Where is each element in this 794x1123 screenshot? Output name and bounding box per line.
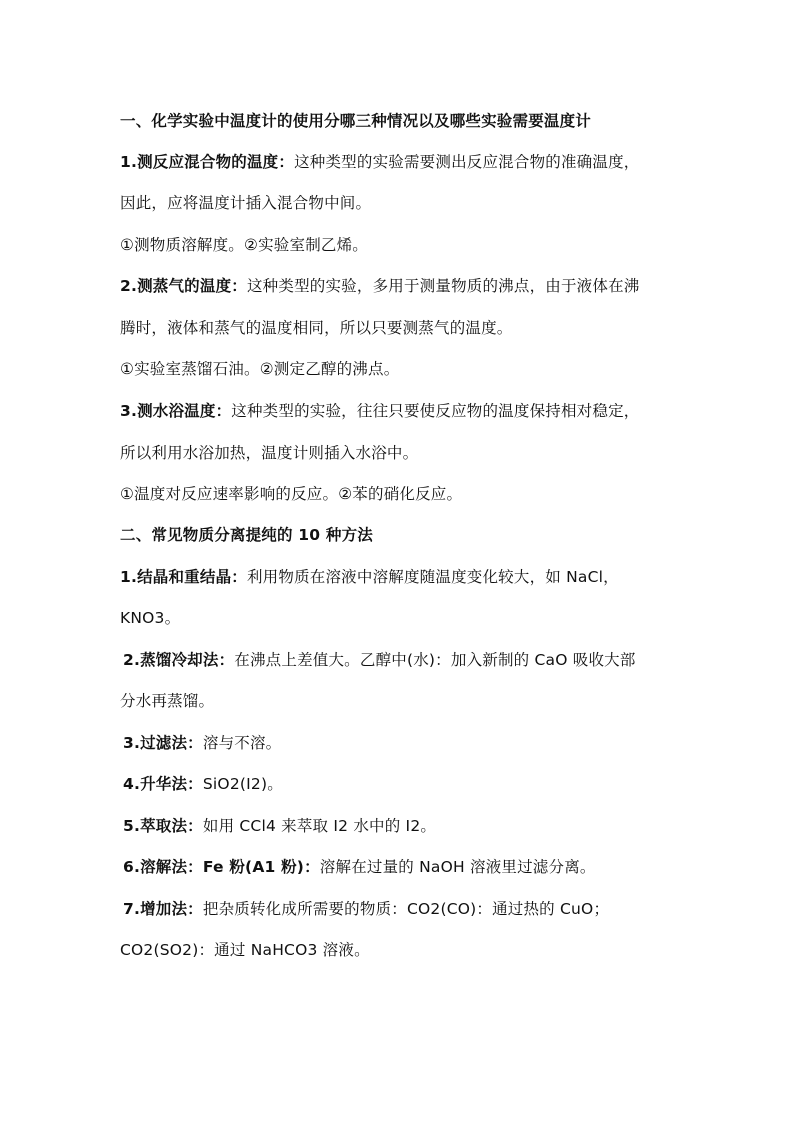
item-label: 4.升华法： — [123, 775, 203, 793]
item-1-line-1 — [120, 152, 639, 172]
item-text: 这种类型的实验需要测出反应混合物的准确温度， — [294, 153, 640, 171]
item-1-examples: ①测物质溶解度。②实验室制乙烯。 — [120, 236, 368, 254]
item-text: 利用物质在溶液中溶解度随温度变化较大，如 NaCl， — [246, 568, 619, 586]
item-label: 3.过滤法： — [123, 734, 203, 752]
item-2-line-2: 腾时，液体和蒸气的温度相同，所以只要测蒸气的温度。 — [120, 319, 513, 337]
item-3-line-1 — [120, 401, 639, 421]
item-text: 如用 CCl4 来萃取 I2 水中的 I2。 — [202, 817, 437, 835]
method-7-line-1 — [123, 899, 609, 919]
method-7-line-2: CO2(SO2)：通过 NaHCO3 溶液。 — [120, 941, 370, 959]
item-3-line-2: 所以利用水浴加热，温度计则插入水浴中。 — [120, 444, 419, 462]
method-1-line-2: KNO3。 — [120, 609, 181, 627]
item-2-line-1 — [120, 276, 640, 296]
section-heading-1: 一、化学实验中温度计的使用分哪三种情况以及哪些实验需要温度计 — [120, 112, 592, 130]
item-text: 在沸点上差值大。乙醇中(水)：加入新制的 CaO 吸收大部 — [234, 651, 636, 669]
item-label: 3.测水浴温度： — [120, 402, 232, 420]
item-3-examples: ①温度对反应速率影响的反应。②苯的硝化反应。 — [120, 485, 463, 503]
item-label: 1.测反应混合物的温度： — [120, 153, 295, 171]
item-text: 溶解在过量的 NaOH 溶液里过滤分离。 — [319, 858, 596, 876]
method-2-line-2: 分水再蒸馏。 — [120, 692, 215, 710]
section-heading-2: 二、常见物质分离提纯的 10 种方法 — [120, 526, 373, 544]
item-label: 5.萃取法： — [123, 817, 203, 835]
item-text: SiO2(I2)。 — [202, 775, 283, 793]
method-2-line-1 — [123, 650, 636, 670]
method-6-line — [123, 857, 596, 877]
method-3-line — [123, 733, 281, 753]
item-text: 溶与不溶。 — [202, 734, 282, 752]
item-label: 2.测蒸气的温度： — [120, 277, 247, 295]
item-text: 这种类型的实验，往往只要使反应物的温度保持相对稳定， — [231, 402, 640, 420]
item-text: 把杂质转化成所需要的物质：CO2(CO)：通过热的 CuO； — [202, 900, 610, 918]
method-4-line — [123, 774, 283, 794]
method-5-line — [123, 816, 436, 836]
item-text: 这种类型的实验，多用于测量物质的沸点，由于液体在沸 — [246, 277, 640, 295]
item-label: 7.增加法： — [123, 900, 203, 918]
method-1-line-1 — [120, 567, 619, 587]
item-label: 1.结晶和重结晶： — [120, 568, 247, 586]
item-label: 2.蒸馏冷却法： — [123, 651, 235, 669]
item-label: 6.溶解法：Fe 粉(A1 粉)： — [123, 858, 320, 876]
item-2-examples: ①实验室蒸馏石油。②测定乙醇的沸点。 — [120, 360, 400, 378]
item-1-line-2: 因此，应将温度计插入混合物中间。 — [120, 194, 372, 212]
